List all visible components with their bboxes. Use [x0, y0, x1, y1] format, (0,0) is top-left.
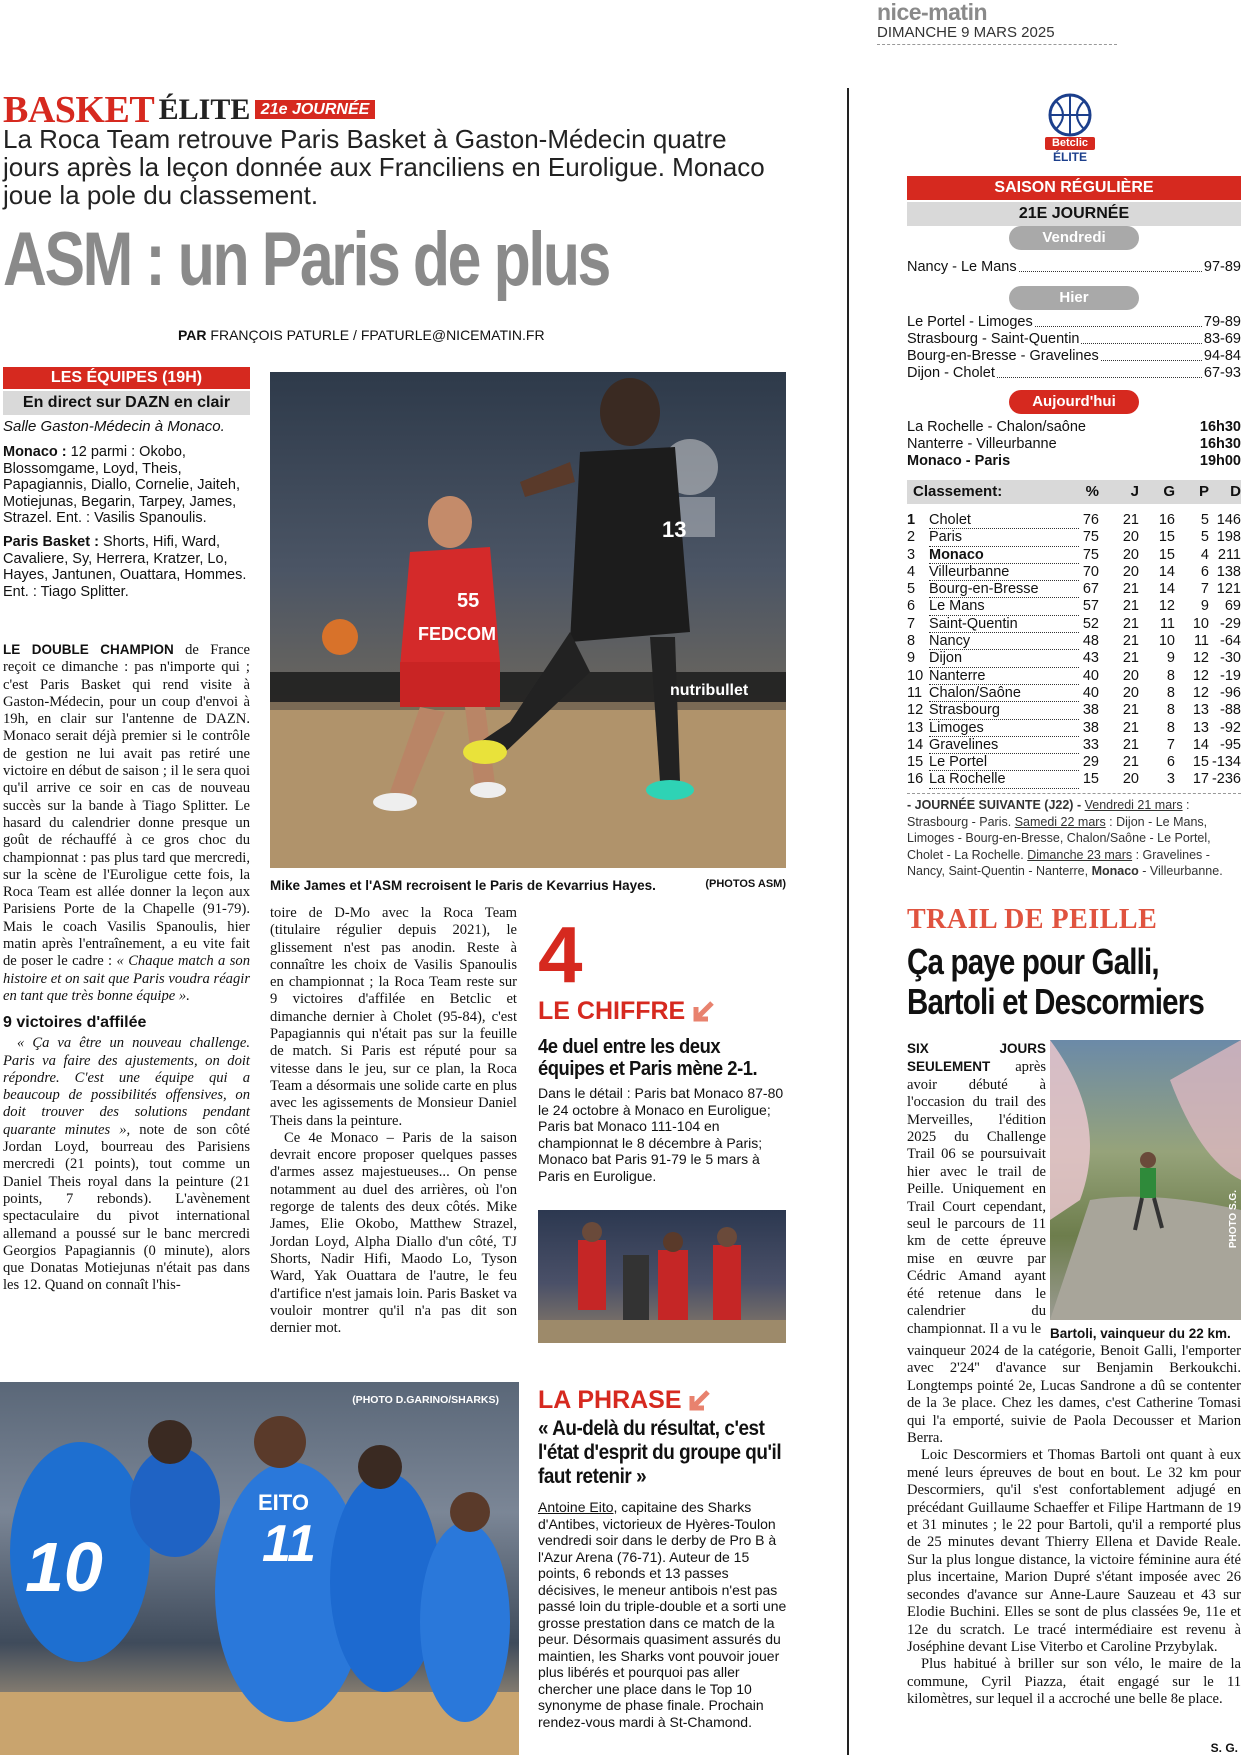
result-score: 83-69	[1203, 331, 1241, 347]
standings-diff: 211	[1217, 546, 1241, 563]
dot-leader	[1012, 453, 1198, 466]
standings-played: 21	[1122, 512, 1139, 529]
standings-played: 21	[1122, 650, 1139, 667]
standings-team-name: Strasbourg	[929, 702, 1000, 719]
standings-row	[907, 529, 1241, 546]
standings-sidebar	[907, 176, 1241, 226]
standings-diff: 146	[1216, 512, 1241, 529]
standings-team	[929, 546, 1079, 563]
standings-lost: 13	[1192, 719, 1209, 736]
standings-won: 8	[1166, 702, 1175, 719]
article-p1: de France reçoit ce dimanche : pas n'importe qui ; c'est Paris Basket qui rend visite à Gaston-Médecin, pour un coup d'envoi à 19h, en clair sur l'antenne de DAZN. Monaco serait déjà premier si le contrôle de gestion ne lui avait pas retiré une victoire en début de saison ; il le sera quoi qu'il arrive ce soir en cas de nouveau succès sur la bande à Tiago Splitter. Le hasard du calendrier donne presque un goût de réchauffé à ce gros choc du championnat : pas plus tard que mercredi, sur la scène de l'Euroligue cette fois, la Roca Team est allée donner la leçon aux Parisiens Porte de la Chapelle (91-79). Mais le coach Vasilis Spanoulis, hier matin après l'entraînement, a eu vite fait de poser le cadre :	[3, 642, 250, 970]
sharks-jersey-a: 10	[25, 1528, 103, 1606]
next-round-date-1: Vendredi 21 mars	[1084, 798, 1183, 812]
result-row	[907, 259, 1241, 276]
hier-results	[907, 314, 1241, 382]
standings-rank: 15	[907, 754, 924, 771]
article-col-2	[270, 905, 517, 1337]
next-round-text-2: : Dijon - Le Mans, Limoges - Bourg-en-Bresse, Chalon/Saône - Le Portel, Cholet - La Rochelle.	[907, 814, 1211, 862]
standings-team	[929, 702, 1079, 719]
masthead-date: DIMANCHE 9 MARS 2025	[877, 24, 1055, 41]
standings-row	[907, 633, 1241, 650]
dot-leader	[1059, 436, 1198, 449]
standings-diff: 138	[1216, 563, 1241, 580]
trail-photo-scene	[1050, 1040, 1241, 1320]
article-p2-quote: « Ça va être un nouveau challenge. Paris va faire des ajustements, on doit répondre. C'est une équipe qui a beaucoup de possibilités offensives, on doit trouver des solutions pendant quarante minutes »,	[3, 1035, 250, 1138]
standings-team-name: Gravelines	[929, 736, 999, 753]
result-match: Monaco - Paris	[907, 453, 1011, 469]
standings-won: 14	[1158, 563, 1175, 580]
teams-box	[3, 367, 250, 600]
chiffre-label-row	[538, 997, 786, 1026]
chiffre-headline: 4e duel entre les deux équipes et Paris mène 2-1.	[538, 1036, 758, 1080]
standings-diff: -64	[1220, 633, 1241, 650]
headline: ASM : un Paris de plus	[3, 217, 609, 302]
standings-lost: 4	[1200, 546, 1209, 563]
dot-leader	[1019, 259, 1202, 272]
standings-diff: -92	[1220, 719, 1241, 736]
standings-diff: -88	[1220, 702, 1241, 719]
arrow-down-left-icon	[686, 1388, 712, 1414]
standings-team	[929, 581, 1079, 598]
standings-pct: 75	[1082, 529, 1099, 546]
standings-won: 15	[1158, 529, 1175, 546]
result-row	[907, 365, 1241, 382]
jersey-number-right: 13	[662, 517, 687, 542]
standings-played: 21	[1122, 598, 1139, 615]
standings-team	[929, 529, 1079, 546]
article-lead: LE DOUBLE CHAMPION	[3, 642, 174, 657]
next-round-date-2: Samedi 22 mars	[1014, 814, 1106, 829]
dot-leader	[1088, 419, 1198, 432]
phrase-text: , capitaine des Sharks d'Antibes, victorieux de Hyères-Toulon vendredi soir dans le derby de Pro B à l'Azur Arena (76-71). Auteur de 15 points, 6 rebonds et 13 passes décisives, le meneur antibois n'est pas passé loin du triple-double et a sorti une grosse prestation dans ce match de la peur. Désormais quasiment assurés du maintien, les Sharks vont pouvoir jouer plus libérés et pourquoi pas aller chercher une place dans le Top 10 synonyme de phase finale. Prochain rendez-vous mardi à St-Chamond.	[538, 1499, 787, 1730]
teams-title: LES ÉQUIPES (19H)	[3, 367, 250, 389]
standings-pct: 52	[1082, 615, 1099, 632]
jersey-sponsor: FEDCOM	[418, 624, 496, 644]
standings-row	[907, 736, 1241, 753]
standings-team-name: Le Mans	[929, 598, 985, 615]
standings-row	[907, 702, 1241, 719]
standings-played: 21	[1122, 719, 1139, 736]
standings-pct: 43	[1082, 650, 1099, 667]
result-match: Nancy - Le Mans	[907, 259, 1017, 275]
standings-rank: 9	[907, 650, 916, 667]
standings-pct: 57	[1082, 598, 1099, 615]
standings-header-g: G	[1163, 483, 1175, 500]
article-p4: Ce 4e Monaco – Paris de la saison devrait encore proposer quelques passes d'armes assez majestueuses... On pense notamment au duel des arrières, où l'on regorge de talents des deux côtés. Mike James, Elie Okobo, Matthew Strazel, Jordan Loyd, Alpha Diallo d'un côté, TJ Shorts, Nadir Hifi, Maodo Lo, Tyson Ward, Yak Ouattara de l'autre, le feu d'artifice n'est jamais loin. Paris Basket va vouloir montrer qu'il n'a pas dit son dernier mot.	[270, 1129, 517, 1337]
standings-team-name: Cholet	[929, 512, 971, 528]
standings-played: 21	[1122, 581, 1139, 598]
logo-league: ÉLITE	[1052, 150, 1087, 164]
basketball-icon	[1045, 90, 1095, 140]
standings-team	[929, 719, 1079, 736]
standings-played: 20	[1122, 684, 1139, 701]
standfirst: La Roca Team retrouve Paris Basket à Gaston-Médecin quatre jours après la leçon donnée aux Franciliens en Euroligue. Monaco joue la pole du classement.	[3, 124, 765, 210]
band-regular-season: SAISON RÉGULIÈRE	[907, 176, 1241, 200]
standings-rank: 6	[907, 598, 916, 615]
standings-won: 14	[1158, 581, 1175, 598]
paris-lineup	[3, 534, 250, 600]
standings-lost: 12	[1192, 684, 1209, 701]
pill-hier: Hier	[1009, 286, 1139, 310]
standings-won: 16	[1158, 512, 1175, 529]
standings-played: 20	[1122, 529, 1139, 546]
monaco-players: 12 parmi : Okobo, Blossomgame, Loyd, Theis, Papagiannis, Diallo, Cornelie, Jaiteh, Motiejunas, Begarin, Tarpey, James, Strazel. Ent. : Vasilis Spanoulis.	[3, 444, 240, 527]
sharks-jersey-b: 11	[262, 1515, 316, 1573]
dot-leader	[1081, 331, 1201, 344]
standings-row	[907, 684, 1241, 701]
standings-team-name: Bourg-en-Bresse	[929, 581, 1039, 598]
phrase-name: Antoine Eito	[538, 1499, 614, 1515]
standings-pct: 38	[1082, 702, 1099, 719]
result-time: 16h30	[1199, 436, 1241, 452]
chiffre-photo-scene	[538, 1210, 786, 1343]
standings-diff: -30	[1220, 650, 1241, 667]
vendredi-results	[907, 259, 1241, 276]
result-match: La Rochelle - Chalon/saône	[907, 419, 1086, 435]
standings-row	[907, 650, 1241, 667]
standings-lost: 13	[1192, 702, 1209, 719]
standings-rank: 1	[907, 512, 916, 529]
dot-leader	[1101, 348, 1202, 361]
section-league: ÉLITE	[158, 93, 251, 126]
result-time: 19h00	[1199, 453, 1241, 469]
standings-row	[907, 667, 1241, 684]
standings-team-name: Saint-Quentin	[929, 615, 1018, 632]
phrase-box	[538, 1386, 788, 1730]
main-photo-scene	[270, 372, 786, 868]
pill-vendredi: Vendredi	[1009, 226, 1139, 250]
standings-row	[907, 754, 1241, 771]
standings-row	[907, 719, 1241, 736]
phrase-label-row	[538, 1386, 788, 1415]
standings-won: 6	[1166, 754, 1175, 771]
dot-leader	[1035, 314, 1202, 327]
paris-players: Shorts, Hifi, Ward, Cavaliere, Sy, Herrera, Kratzer, Lo, Hayes, Jantunen, Ouattara, Hommes. Ent. : Tiago Splitter.	[3, 533, 247, 600]
standings-rank: 11	[907, 684, 923, 701]
standings-diff: -236	[1211, 771, 1241, 788]
standings-lost: 10	[1192, 615, 1209, 632]
main-photo-caption: Mike James et l'ASM recroisent le Paris de Kevarrius Hayes.	[270, 878, 656, 893]
standings-pct: 33	[1082, 736, 1099, 753]
trail-col-wide	[907, 1343, 1241, 1709]
phrase-text-block	[538, 1499, 788, 1730]
column-rule	[847, 88, 849, 1755]
sharks-photo-credit: (PHOTO D.GARINO/SHARKS)	[352, 1394, 499, 1406]
chiffre-photo	[538, 1210, 786, 1343]
arrow-down-left-icon	[690, 999, 716, 1025]
standings-won: 8	[1166, 667, 1175, 684]
standings-rank: 7	[907, 615, 916, 632]
main-photo-credit: (PHOTOS ASM)	[705, 878, 786, 890]
jersey-number-left: 55	[457, 590, 480, 612]
masthead	[877, 0, 1055, 42]
phrase-quote: « Au-delà du résultat, c'est l'état d'esprit du groupe qu'il faut retenir »	[538, 1417, 782, 1488]
standings-played: 21	[1122, 736, 1139, 753]
result-score: 79-89	[1203, 314, 1241, 330]
standings-team	[929, 598, 1079, 615]
standings-won: 10	[1158, 633, 1175, 650]
article-p1-quote: « Chaque match a son histoire et on sait que Paris voudra réagir en tant que très bonne équipe ».	[3, 953, 250, 1004]
next-round	[907, 797, 1241, 880]
trail-p2: Loic Descormiers et Thomas Bartoli ont quant à eux mené leurs épreuves de bout en bout. Le 32 km pour Descormiers, qu'il s'est confortablement adjugé en précédant Guillaume Schaeffer et Filipe Hartmann de 19 et 31 minutes ; le 22 pour Bartoli, qu'il a remporté plus de 25 minutes devant Thierry Ellena et Davide Reale. Sur la plus longue distance, la victoire féminine aura été plus incertaine, Marion Dupré s'étant imposée avec 26 secondes d'avance sur Anne-Laure Sauzeau et 43 sur Elodie Buchini. Elles se sont de plus classées 9e, 11e et 12e du scratch. Le tracé intermédiaire est revenu à Joséphine devant Lise Viterbo et Caroline Przybylak.	[907, 1447, 1241, 1655]
section-sport: BASKET	[3, 89, 155, 131]
main-photo-caption-row	[270, 877, 786, 895]
result-row	[907, 453, 1241, 470]
standings-row	[907, 598, 1241, 615]
standings-pct: 29	[1082, 754, 1099, 771]
standings-won: 7	[1166, 736, 1175, 753]
byline-author: FRANÇOIS PATURLE / FPATURLE@NICEMATIN.FR	[210, 327, 545, 343]
logo-brand: Betclic	[1045, 137, 1095, 150]
result-match: Le Portel - Limoges	[907, 314, 1033, 330]
standings-lost: 12	[1192, 667, 1209, 684]
standings-won: 8	[1166, 684, 1175, 701]
standings-pct: 15	[1082, 771, 1099, 788]
court-board-text: nutribullet	[670, 682, 749, 699]
result-score: 67-93	[1203, 365, 1241, 381]
standings-team-name: Villeurbanne	[929, 563, 1010, 580]
standings-rank: 12	[907, 702, 924, 719]
phrase-label: LA PHRASE	[538, 1386, 682, 1414]
standings-rank: 3	[907, 546, 916, 563]
standings-pct: 70	[1082, 563, 1099, 580]
standings-team-name: Le Portel	[929, 754, 988, 771]
standings-header-label: Classement:	[913, 483, 1003, 500]
standings-rank: 14	[907, 736, 924, 753]
standings-pct: 67	[1082, 581, 1099, 598]
standings-team	[929, 615, 1079, 632]
byline-prefix: PAR	[178, 327, 207, 343]
standings-team	[929, 667, 1079, 684]
standings-team	[929, 736, 1079, 753]
top-rule	[877, 44, 1117, 45]
standings-row	[907, 771, 1241, 788]
standings-team-name: Dijon	[929, 650, 963, 667]
pill-today: Aujourd'hui	[1009, 390, 1139, 414]
result-row	[907, 419, 1241, 436]
standings-lost: 7	[1200, 581, 1209, 598]
article-subhead: 9 victoires d'affilée	[3, 1014, 147, 1032]
result-match: Strasbourg - Saint-Quentin	[907, 331, 1080, 347]
standings-played: 21	[1122, 702, 1139, 719]
standings-pct: 75	[1082, 546, 1099, 563]
standings-team	[929, 684, 1079, 701]
standings-table-wrap	[907, 480, 1241, 789]
standings-played: 21	[1122, 615, 1139, 632]
standings-lost: 15	[1192, 754, 1209, 771]
standings-diff: -134	[1211, 754, 1241, 771]
standings-diff: 121	[1216, 581, 1241, 598]
standings-rank: 13	[907, 719, 924, 736]
standings-pct: 40	[1082, 684, 1099, 701]
standings-won: 15	[1158, 546, 1175, 563]
standings-team-name: Nancy	[929, 633, 971, 650]
next-round-text-1: : Strasbourg - Paris.	[907, 798, 1190, 829]
standings-lost: 5	[1200, 529, 1209, 546]
trail-headline: Ça paye pour Galli, Bartoli et Descormiers	[907, 941, 1204, 1022]
teams-venue: Salle Gaston-Médecin à Monaco.	[3, 418, 225, 435]
masthead-name: nice-matin	[877, 0, 988, 25]
standings-lost: 17	[1192, 771, 1209, 788]
standings-team	[929, 754, 1079, 771]
standings-played: 21	[1122, 633, 1139, 650]
standings-row	[907, 512, 1241, 529]
result-row	[907, 314, 1241, 331]
standings-team	[929, 650, 1079, 667]
standings-team-name: Chalon/Saône	[929, 684, 1021, 701]
results-block	[907, 226, 1241, 470]
trail-photo	[1050, 1040, 1241, 1320]
standings-diff: -29	[1220, 615, 1241, 632]
standings-diff: 69	[1224, 598, 1241, 615]
standings-team	[929, 771, 1079, 788]
standings-won: 8	[1166, 719, 1175, 736]
betclic-logo	[1045, 90, 1095, 168]
teams-broadcast: En direct sur DAZN en clair	[3, 391, 250, 415]
result-time: 16h30	[1199, 419, 1241, 435]
standings-team-name: Monaco	[929, 546, 984, 563]
standings-lost: 14	[1192, 736, 1209, 753]
standings-pct: 76	[1082, 512, 1099, 529]
next-round-date-3: Dimanche 23 mars	[1027, 847, 1133, 862]
standings-row	[907, 563, 1241, 580]
byline	[178, 327, 545, 343]
standings-team	[929, 512, 1079, 529]
standings-header-d: D	[1230, 483, 1241, 500]
standings-lost: 5	[1200, 512, 1209, 529]
result-row	[907, 436, 1241, 453]
standings-played: 20	[1122, 771, 1139, 788]
standings-diff: -95	[1220, 736, 1241, 753]
standings-won: 12	[1158, 598, 1175, 615]
standings-played: 20	[1122, 546, 1139, 563]
standings-team	[929, 563, 1079, 580]
standings-team-name: Limoges	[929, 719, 984, 736]
standings-table	[907, 512, 1241, 789]
standings-rank: 5	[907, 581, 916, 598]
result-score: 94-84	[1203, 348, 1241, 364]
standings-team-name: La Rochelle	[929, 771, 1006, 788]
trail-photo-credit: PHOTO S.G.	[1228, 1190, 1239, 1249]
band-round: 21E JOURNÉE	[907, 202, 1241, 226]
chiffre-label: LE CHIFFRE	[538, 997, 686, 1025]
standings-rank: 2	[907, 529, 916, 546]
standings-pct: 40	[1082, 667, 1099, 684]
standings-lost: 9	[1200, 598, 1209, 615]
standings-header	[907, 480, 1241, 504]
chiffre-text: Dans le détail : Paris bat Monaco 87-80 le 24 octobre à Monaco en Euroligue; Paris bat Monaco 111-104 en championnat le 8 décembre à Paris; Monaco bat Paris 91-79 le 5 mars à Paris en Euroligue.	[538, 1085, 784, 1184]
result-row	[907, 348, 1241, 365]
sharks-photo	[0, 1382, 519, 1755]
standings-header-pct: %	[1085, 483, 1099, 500]
standings-diff: 198	[1216, 529, 1241, 546]
standings-diff: -96	[1220, 684, 1241, 701]
standings-row	[907, 615, 1241, 632]
monaco-label: Monaco :	[3, 444, 67, 460]
result-row	[907, 331, 1241, 348]
standings-diff: -19	[1220, 667, 1241, 684]
standings-team	[929, 633, 1079, 650]
standings-row	[907, 546, 1241, 563]
next-round-monaco: Monaco	[1091, 864, 1139, 878]
standings-rank: 8	[907, 633, 916, 650]
article-col-1	[3, 641, 250, 1295]
standings-lost: 6	[1200, 563, 1209, 580]
dot-leader	[997, 365, 1202, 378]
result-match: Dijon - Cholet	[907, 365, 995, 381]
standings-team-name: Paris	[929, 529, 963, 546]
trail-col-narrow	[907, 1040, 1046, 1338]
chiffre-number: 4	[538, 910, 583, 999]
today-fixtures	[907, 419, 1241, 470]
sharks-name-b: EITO	[258, 1490, 309, 1515]
standings-won: 9	[1166, 650, 1175, 667]
trail-signature: S. G.	[1210, 1741, 1238, 1755]
next-round-text-3: : Gravelines - Nancy, Saint-Quentin - Nanterre,	[907, 847, 1210, 878]
trail-p3: Plus habitué à briller sur son vélo, le maire de la commune, Cyril Piazza, était engagé sur le 11 kilomètres, sur lequel il a accroché une belle 8e place.	[907, 1656, 1241, 1708]
standings-rank: 16	[907, 771, 924, 788]
chiffre-box	[538, 910, 786, 1184]
standings-lost: 12	[1192, 650, 1209, 667]
standings-team-name: Nanterre	[929, 667, 986, 684]
paris-label: Paris Basket :	[3, 533, 99, 550]
monaco-lineup	[3, 444, 250, 527]
standings-played: 21	[1122, 754, 1139, 771]
result-score: 97-89	[1203, 259, 1241, 275]
standings-played: 20	[1122, 667, 1139, 684]
next-round-text-4: - Villeurbanne.	[1138, 864, 1223, 878]
result-match: Nanterre - Villeurbanne	[907, 436, 1057, 452]
trail-lead: SIX JOURS SEULEMENT	[907, 1041, 1046, 1075]
next-round-label: - JOURNÉE SUIVANTE (J22) -	[907, 798, 1082, 812]
standings-won: 11	[1159, 615, 1175, 632]
article-p2: note de son côté Jordan Loyd, bourreau des Parisiens mercredi (21 points), tout comme un Daniel Theis royal dans la peinture (21 points, 7 rebonds). L'avènement spectaculaire du pivot international allemand a poussé sur le banc mercredi Georgios Papagiannis (0 minute), alors que Donatas Motiejunas n'était pas dans les 12. Quand on connaît l'his-	[3, 1121, 250, 1294]
standings-pct: 38	[1082, 719, 1099, 736]
standings-pct: 48	[1082, 633, 1099, 650]
main-photo	[270, 372, 786, 868]
trail-p1a: après avoir débuté à l'occasion du trail des Merveilles, l'édition 2025 du Challenge Trail 06 se poursuivait hier avec le trail de Peille. Uniquement en Trail Court cependant, seul le parcours de 11 km de cette épreuve mise en œuvre par Cédric Amand ayant été retenue dans le calendrier du championnat. Il a vu le	[907, 1059, 1046, 1337]
article-p3: toire de D-Mo avec la Roca Team (titulaire régulier depuis 2021), le glissement n'est pas anodin. Reste à connaître les choix de Vasilis Spanoulis en championnat ; la Roca Team reste sur 9 victoires d'affilée en Betclic et dimanche dernier à Cholet (95-84), c'est Papagiannis qui n'était pas sur la feuille de match. Si Paris est réputé pour sa vitesse dans le jeu, sur ce plan, la Roca Team a désormais une solide carte en plus avec les agissements de Monsieur Daniel Theis dans la peinture.	[270, 905, 517, 1129]
standings-won: 3	[1166, 771, 1175, 788]
trail-photo-caption: Bartoli, vainqueur du 22 km.	[1050, 1326, 1231, 1341]
standings-row	[907, 581, 1241, 598]
standings-lost: 11	[1193, 633, 1209, 650]
standings-header-p: P	[1198, 483, 1209, 500]
standings-rank: 4	[907, 563, 916, 580]
section-round: 21e JOURNÉE	[255, 100, 376, 119]
standings-header-j: J	[1130, 483, 1139, 500]
standings-rank: 10	[907, 667, 924, 684]
standings-played: 20	[1122, 563, 1139, 580]
result-match: Bourg-en-Bresse - Gravelines	[907, 348, 1099, 364]
trail-p1b: vainqueur 2024 de la catégorie, Benoit Galli, l'emporter avec 2'24'' d'avance sur Benjamin Berkoukchi. Longtemps pointé 2e, Lucas Sandrone a dû se contenter de la 3e place. Chez les dames, c'est Catherine Tomasi qui l'a emporté, suivie de Paola Decousser et Marion Berra.	[907, 1343, 1241, 1447]
trail-kicker: TRAIL DE PEILLE	[907, 904, 1158, 935]
